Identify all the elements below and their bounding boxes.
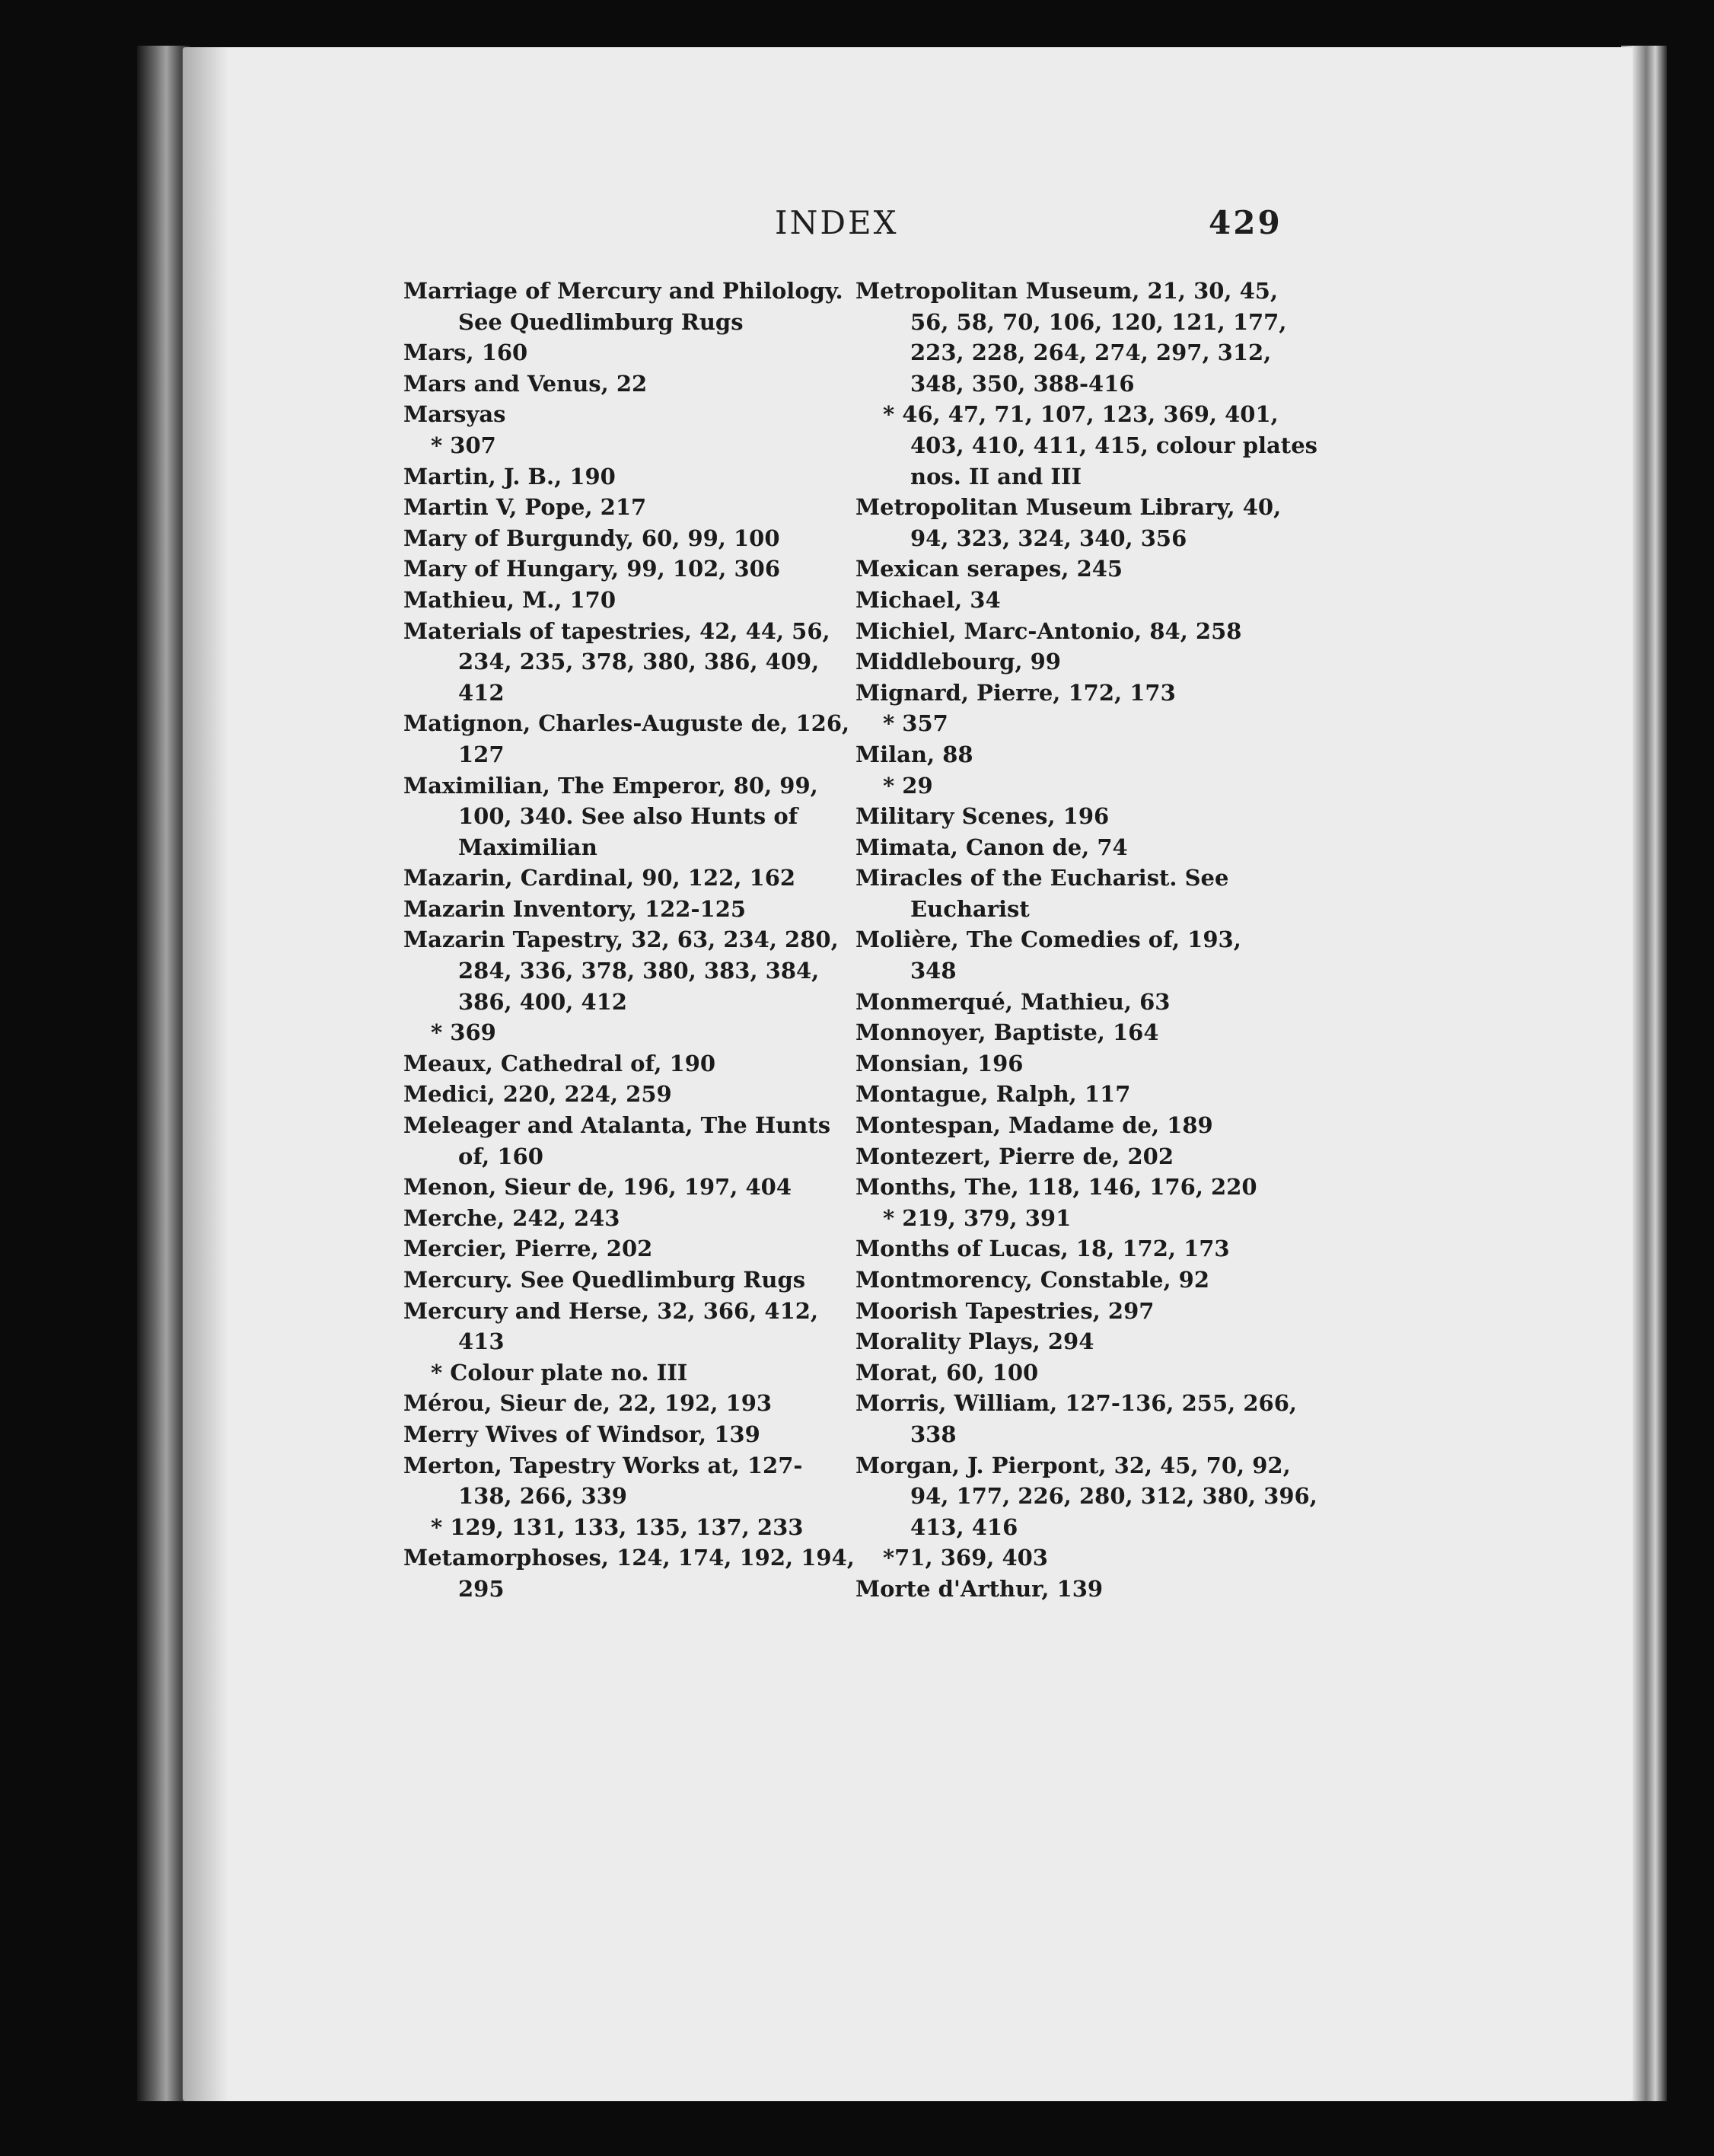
index-entry-line: 348 [910,958,957,984]
index-entry-line: Merche, 242, 243 [403,1204,620,1231]
index-entry-line: 348, 350, 388-416 [910,370,1135,397]
index-entry-line: 234, 235, 378, 380, 386, 409, [458,649,820,675]
index-entry-line: 223, 228, 264, 274, 297, 312, [910,340,1272,366]
index-entry-line: Montague, Ralph, 117 [855,1081,1131,1108]
index-entry-line: Merton, Tapestry Works at, 127- [403,1452,803,1478]
index-entry-line: Maximilian, The Emperor, 80, 99, [403,772,818,799]
index-entry-line: Mercury and Herse, 32, 366, 412, [403,1297,819,1324]
index-entry-line: Mazarin Tapestry, 32, 63, 234, 280, [403,927,839,953]
index-entry-line: Monnoyer, Baptiste, 164 [855,1019,1159,1046]
index-entry-line: Matignon, Charles-Auguste de, 126, [403,710,850,737]
index-entry-line: * 219, 379, 391 [883,1204,1072,1231]
index-entry-line: 138, 266, 339 [458,1483,627,1510]
index-entry-line: Monsian, 196 [855,1050,1024,1076]
index-entry-line: 295 [458,1575,505,1602]
index-entry-line: Military Scenes, 196 [855,803,1110,830]
index-entry-line: Marriage of Mercury and Philology. [403,278,843,304]
index-entry-line: Morality Plays, 294 [855,1328,1094,1355]
index-entry-line: Mars and Venus, 22 [403,370,648,397]
index-entry-line: Metropolitan Museum Library, 40, [855,494,1282,521]
index-entry-line: Menon, Sieur de, 196, 197, 404 [403,1174,792,1201]
index-entry-line: 338 [910,1421,957,1447]
index-entry-line: Marsyas [403,401,506,428]
index-entry-line: Morte d'Arthur, 139 [855,1575,1104,1602]
index-entry-line: 412 [458,679,505,706]
index-entry-line: Martin, J. B., 190 [403,463,616,490]
index-entry-line: Mary of Burgundy, 60, 99, 100 [403,525,780,551]
index-entry-line: * 369 [431,1019,496,1046]
index-entry-line: 284, 336, 378, 380, 383, 384, [458,958,820,984]
index-entry-line: of, 160 [458,1143,543,1169]
index-entry-line: * 357 [883,710,948,737]
index-entry-line: Metamorphoses, 124, 174, 192, 194, [403,1545,855,1571]
page-gutter-shadow [183,47,228,2101]
index-entry-line: Metropolitan Museum, 21, 30, 45, [855,278,1279,304]
index-entry-line: Montezert, Pierre de, 202 [855,1143,1174,1169]
index-column-left [403,276,855,1605]
index-entry-line: Morgan, J. Pierpont, 32, 45, 70, 92, [855,1452,1291,1478]
index-entry-line: Meaux, Cathedral of, 190 [403,1050,716,1076]
index-entry-line: Morris, William, 127-136, 255, 266, [855,1390,1297,1417]
index-entry-line: * Colour plate no. III [431,1359,688,1386]
index-entry-line: Middlebourg, 99 [855,649,1061,675]
index-entry-line: Mercury. See Quedlimburg Rugs [403,1267,806,1293]
index-entry-line: * 307 [431,432,496,458]
index-entry-line: Mexican serapes, 245 [855,556,1123,582]
index-entry-line: Michael, 34 [855,586,1001,613]
index-entry-line: Meleager and Atalanta, The Hunts [403,1112,831,1139]
index-entry-line: Mérou, Sieur de, 22, 192, 193 [403,1390,773,1417]
index-entry-line: 386, 400, 412 [458,988,627,1015]
page-number: 429 [1209,204,1282,241]
index-entry-line: Mazarin Inventory, 122-125 [403,895,747,922]
index-entry-line: Molière, The Comedies of, 193, [855,927,1241,953]
index-entry-line: 56, 58, 70, 106, 120, 121, 177, [910,308,1287,335]
index-entry-line: 100, 340. See also Hunts of [458,803,798,830]
index-entry-line: Months, The, 118, 146, 176, 220 [855,1174,1257,1201]
index-entry-line: Medici, 220, 224, 259 [403,1081,672,1108]
index-entry-line: 413, 416 [910,1513,1018,1540]
index-entry-line: Milan, 88 [855,741,973,767]
running-head: INDEX [775,204,899,241]
index-entry-line: Merry Wives of Windsor, 139 [403,1421,760,1447]
index-entry-line: Mathieu, M., 170 [403,586,616,613]
index-entry-line: nos. II and III [910,463,1082,490]
index-entry-line: * 29 [883,772,933,799]
index-entry-line: Martin V, Pope, 217 [403,494,647,521]
index-entry-line: Months of Lucas, 18, 172, 173 [855,1236,1230,1262]
index-entry-line: Monmerqué, Mathieu, 63 [855,988,1171,1015]
index-entry-line: 94, 323, 324, 340, 356 [910,525,1187,551]
index-entry-line: Miracles of the Eucharist. See [855,865,1229,891]
index-entry-line: Mazarin, Cardinal, 90, 122, 162 [403,865,796,891]
index-entry-line: 127 [458,741,505,767]
index-entry-line: Mercier, Pierre, 202 [403,1236,653,1262]
index-entry-line: 94, 177, 226, 280, 312, 380, 396, [910,1483,1317,1510]
index-entry-line: See Quedlimburg Rugs [458,308,744,335]
index-entry-line: *71, 369, 403 [883,1545,1048,1571]
index-entry-line: * 46, 47, 71, 107, 123, 369, 401, [883,401,1279,428]
index-entry-line: Mary of Hungary, 99, 102, 306 [403,556,781,582]
index-entry-line: * 129, 131, 133, 135, 137, 233 [431,1513,804,1540]
index-entry-line: Montespan, Madame de, 189 [855,1112,1213,1139]
index-entry-line: 413 [458,1328,505,1355]
index-entry-line: Michiel, Marc-Antonio, 84, 258 [855,617,1242,644]
index-entry-line: Mars, 160 [403,340,528,366]
index-column-right [855,276,1317,1605]
index-entry-line: Maximilian [458,834,597,860]
index-entry-line: Materials of tapestries, 42, 44, 56, [403,617,830,644]
index-entry-line: Moorish Tapestries, 297 [855,1297,1155,1324]
index-entry-line: 403, 410, 411, 415, colour plates [910,432,1317,458]
index-entry-line: Eucharist [910,895,1030,922]
index-entry-line: Mimata, Canon de, 74 [855,834,1128,860]
index-entry-line: Morat, 60, 100 [855,1359,1039,1386]
index-entry-line: Montmorency, Constable, 92 [855,1267,1210,1293]
index-entry-line: Mignard, Pierre, 172, 173 [855,679,1176,706]
